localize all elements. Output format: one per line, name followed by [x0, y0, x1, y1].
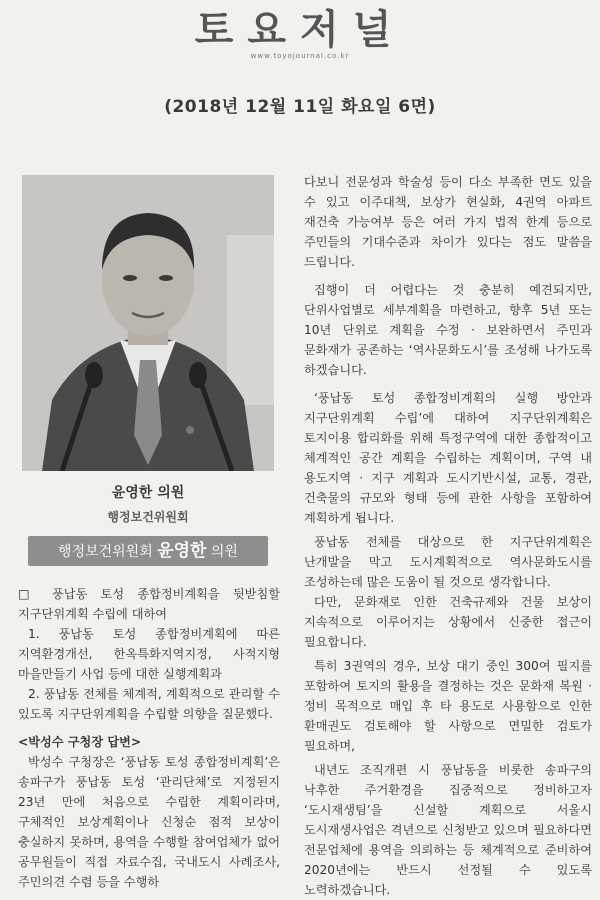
answer-heading: <박성수 구청장 답변> [18, 735, 142, 749]
question-heading: □ 풍납동 토성 종합정비계획을 뒷받침할 지구단위계획 수립에 대하여 [18, 587, 280, 621]
answer-paragraph-4: ‘풍납동 토성 종합정비계획의 실행 방안과 지구단위계획 수립’에 대하여 지구단위계획은 토지이용 합리화를 위해 특정구역에 대한 종합적이고 체계적인 공간 계획을 수립하는 계획이며, 구역 내 용도지역 · 지구 계획과 도시기반시설, 교통, 경관, 건축물의 규모와 형태 등에 관한 사항을 포함하여 계획하게 됩니다. [304, 391, 592, 525]
publication-dateline: (2018년 12월 11일 화요일 6면) [164, 97, 436, 117]
answer-paragraph-1: 박성수 구청장은 ‘풍납동 토성 종합정비계획’은 송파구가 풍납동 토성 ‘관리단체’로 지정된지 23년 만에 처음으로 수립한 계획이라며, 구체적인 보상계획이나 신청순 점적 보상이 충실하지 못하며, 용역을 수행할 참여업체가 없어 공무원들이 직접 자료수집, 국내도시 사례조사, 주민의견 수렴 등을 수행하 [18, 755, 280, 889]
banner-name: 윤영한 [157, 541, 207, 561]
logo-url: www.toyojournal.co.kr [250, 52, 350, 60]
question-item-2: 2. 풍납동 전체를 체계적, 계획적으로 관리할 수 있도록 지구단위계획을 수립할 의향을 질문했다. [18, 687, 280, 721]
answer-paragraph-2: 다보니 전문성과 학술성 등이 다소 부족한 면도 있을 수 있고 이주대책, 보상가 현실화, 4권역 아파트 재건축 가능여부 등은 여러 가지 법적 한계 등으로 주민들의 기대수준과 차이가 있다는 점도 말씀을 드립니다. [304, 175, 592, 269]
banner-prefix: 행정보건위원회 [58, 544, 158, 560]
left-column [18, 584, 280, 892]
answer-paragraph-8: 내년도 조직개편 시 풍납동을 비롯한 송파구의 낙후한 주거환경을 집중적으로 정비하고자 ‘도시재생팀’을 신설할 계획으로 서울시 도시재생사업은 격년으로 신청받고 있으며 필요하다면 전문업체에 용역을 의뢰하는 등 체계적으로 준비하여 2020년에는 반드시 선정될 수 있도록 노력하겠습니다. [304, 763, 592, 897]
answer-paragraph-6: 다만, 문화재로 인한 건축규제와 건물 보상이 지속적으로 이루어지는 상황에서 신중한 접근이 필요합니다. [304, 595, 592, 649]
answer-paragraph-3: 집행이 더 어렵다는 것 충분히 예견되지만, 단위사업별로 세부계획을 마련하고, 향후 5년 또는 10년 단위로 계획을 수정 · 보완하면서 주민과 문화재가 공존하는 ‘역사문화도시’를 조성해 나가도록 하겠습니다. [304, 283, 592, 377]
portrait-illustration [22, 175, 274, 471]
masthead [0, 8, 600, 60]
answer-paragraph-7: 특히 3권역의 경우, 보상 대기 중인 300여 필지를 포함하여 토지의 활용을 결정하는 것은 문화재 복원 · 정비 목적으로 매입 후 타 용도로 사용함으로 인한 환매권도 검토해야 할 사항으로 면밀한 검토가 필요하며, [304, 659, 592, 753]
photo-caption-name: 윤영한 의원 [111, 485, 185, 501]
question-item-1: 1. 풍납동 토성 종합정비계획에 따른 지역환경개선, 한옥특화지역지정, 사적지형 마을만들기 사업 등에 대한 실행계획과 [18, 627, 280, 681]
portrait-photo [22, 175, 274, 471]
speaker-banner [28, 536, 268, 566]
answer-paragraph-5: 풍납동 전체를 대상으로 한 지구단위계획은 난개발을 막고 도시계획적으로 역사문화도시를 조성하는데 많은 도움이 될 것으로 생각합니다. [304, 535, 592, 589]
newspaper-logo: 토요저널 [194, 7, 406, 53]
banner-suffix: 의원 [206, 544, 238, 560]
right-column [304, 172, 592, 900]
photo-caption-department: 행정보건위원회 [107, 510, 189, 524]
